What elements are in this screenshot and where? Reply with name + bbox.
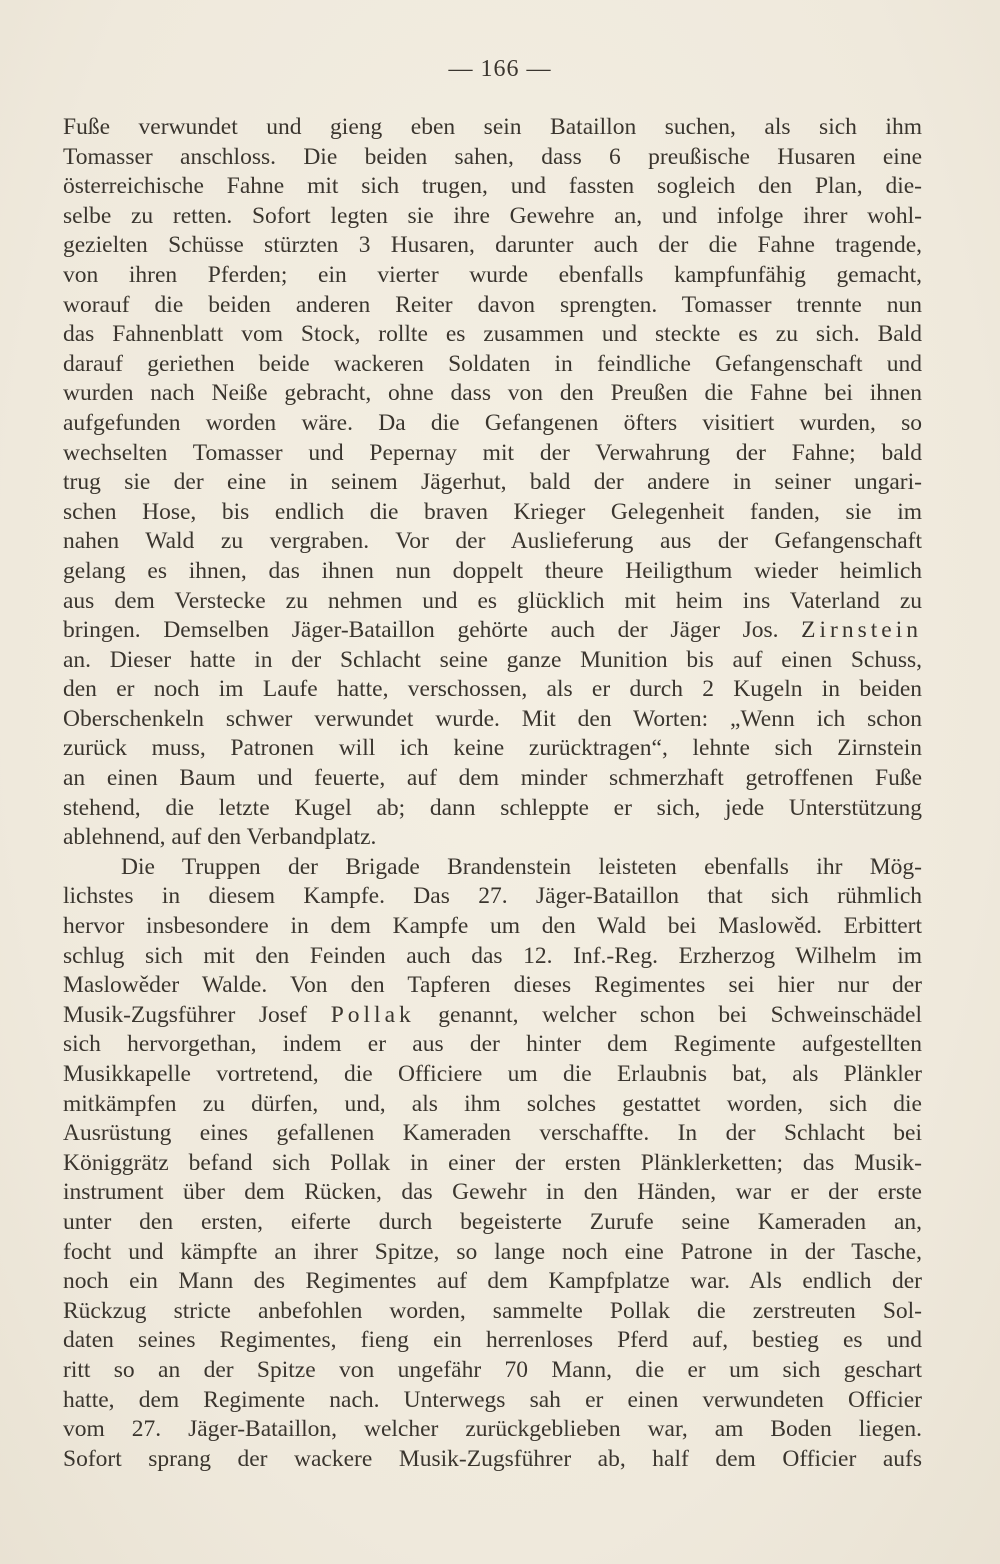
text-line: hatte, dem Regimente nach. Unterwegs sah er einen verwundeten Officier xyxy=(63,1386,922,1413)
text-line: zurück muss, Patronen will ich keine zurücktragen“, lehnte sich Zirnstein xyxy=(63,735,922,762)
text-line: darauf geriethen beide wackeren Soldaten in feindliche Gefangenschaft und xyxy=(63,350,922,377)
text-line: Königgrätz befand sich Pollak in einer der ersten Plänklerketten; das Musik- xyxy=(63,1149,922,1176)
text-line: Rückzug stricte anbefohlen worden, sammelte Pollak die zerstreuten Sol- xyxy=(63,1297,922,1324)
text-line: gelang es ihnen, das ihnen nun doppelt theure Heiligthum wieder heimlich xyxy=(63,557,922,584)
text-line: schen Hose, bis endlich die braven Krieger Gelegenheit fanden, sie im xyxy=(63,498,922,525)
text-line: das Fahnenblatt vom Stock, rollte es zusammen und steckte es zu sich. Bald xyxy=(63,321,922,348)
text-line: Maslowěder Walde. Von den Tapferen dieses Regimentes sei hier nur der xyxy=(63,972,922,999)
text-line: selbe zu retten. Sofort legten sie ihre Gewehre an, und infolge ihrer wohl- xyxy=(63,202,922,229)
text-line: Oberschenkeln schwer verwundet wurde. Mit den Worten: „Wenn ich schon xyxy=(63,705,922,732)
text-line: aufgefunden worden wäre. Da die Gefangenen öfters visitiert wurden, so xyxy=(63,409,922,436)
text-line: Sofort sprang der wackere Musik-Zugsführer ab, half dem Officier aufs xyxy=(63,1445,922,1472)
page-number: — 166 — xyxy=(448,56,552,82)
spaced-name: Pollak xyxy=(330,1001,415,1028)
text-line: hervor insbesondere in dem Kampfe um den Wald bei Maslowěd. Erbittert xyxy=(63,913,922,940)
text-line: instrument über dem Rücken, das Gewehr in den Händen, war er der erste xyxy=(63,1179,922,1206)
text-line: von ihren Pferden; ein vierter wurde ebenfalls kampfunfähig gemacht, xyxy=(63,261,922,288)
text-line: schlug sich mit den Feinden auch das 12. Inf.-Reg. Erzherzog Wilhelm im xyxy=(63,942,922,969)
text-line: gezielten Schüsse stürzten 3 Husaren, darunter auch der die Fahne tragende, xyxy=(63,232,922,259)
text-line: Fuße verwundet und gieng eben sein Bataillon suchen, als sich ihm xyxy=(63,114,922,140)
text-line: vom 27. Jäger-Bataillon, welcher zurückgeblieben war, am Boden liegen. xyxy=(63,1416,922,1443)
text-line: Tomasser anschloss. Die beiden sahen, dass 6 preußische Husaren eine xyxy=(63,143,922,170)
text-line: ritt so an der Spitze von ungefähr 70 Mann, die er um sich geschart xyxy=(63,1356,922,1383)
text-line: an einen Baum und feuerte, auf dem minder schmerzhaft getroffenen Fuße xyxy=(63,765,922,792)
text-line: den er noch im Laufe hatte, verschossen, als er durch 2 Kugeln in beiden xyxy=(63,676,922,703)
text-line: mitkämpfen zu dürfen, und, als ihm solches gestattet worden, sich die xyxy=(63,1090,922,1117)
text-line: unter den ersten, eiferte durch begeisterte Zurufe seine Kameraden an, xyxy=(63,1208,922,1235)
text-line: wechselten Tomasser und Pepernay mit der Verwahrung der Fahne; bald xyxy=(63,439,922,466)
text-line: worauf die beiden anderen Reiter davon sprengten. Tomasser trennte nun xyxy=(63,291,922,318)
spaced-name: Zirnstein xyxy=(801,617,922,644)
text-line: focht und kämpfte an ihrer Spitze, so lange noch eine Patrone in der Tasche, xyxy=(63,1238,922,1265)
text-line: bringen. Demselben Jäger-Bataillon gehörte auch der Jäger Jos. Zirnstein xyxy=(63,617,922,644)
text-line: Musikkapelle vortretend, die Officiere um die Erlaubnis bat, als Plänkler xyxy=(63,1061,922,1087)
text-line: ablehnend, auf den Verbandplatz. xyxy=(63,824,377,851)
text-line: lichstes in diesem Kampfe. Das 27. Jäger-Bataillon that sich rühmlich xyxy=(63,883,922,910)
body-text xyxy=(63,113,922,1474)
text-line: aus dem Verstecke zu nehmen und es glücklich mit heim ins Vaterland zu xyxy=(63,587,922,614)
text-line: Musik-Zugsführer Josef Pollak genannt, welcher schon bei Schweinschädel xyxy=(63,1001,922,1028)
text-line: trug sie der eine in seinem Jägerhut, bald der andere in seiner ungari- xyxy=(63,469,922,496)
text-line: daten seines Regimentes, fieng ein herrenloses Pferd auf, bestieg es und xyxy=(63,1327,922,1354)
text-line: österreichische Fahne mit sich trugen, und fassten sogleich den Plan, die- xyxy=(63,173,922,200)
paragraph-start-line: Die Truppen der Brigade Brandenstein leisteten ebenfalls ihr Mög- xyxy=(121,853,922,880)
text-line: stehend, die letzte Kugel ab; dann schleppte er sich, jede Unterstützung xyxy=(63,794,922,821)
text-line: noch ein Mann des Regimentes auf dem Kampfplatze war. Als endlich der xyxy=(63,1268,922,1295)
text-line: nahen Wald zu vergraben. Vor der Auslieferung aus der Gefangenschaft xyxy=(63,528,922,555)
text-line: wurden nach Neiße gebracht, ohne dass von den Preußen die Fahne bei ihnen xyxy=(63,380,922,407)
text-line: an. Dieser hatte in der Schlacht seine ganze Munition bis auf einen Schuss, xyxy=(63,646,922,673)
text-line: Ausrüstung eines gefallenen Kameraden verschaffte. In der Schlacht bei xyxy=(63,1120,922,1147)
text-line: sich hervorgethan, indem er aus der hinter dem Regimente aufgestellten xyxy=(63,1031,922,1058)
